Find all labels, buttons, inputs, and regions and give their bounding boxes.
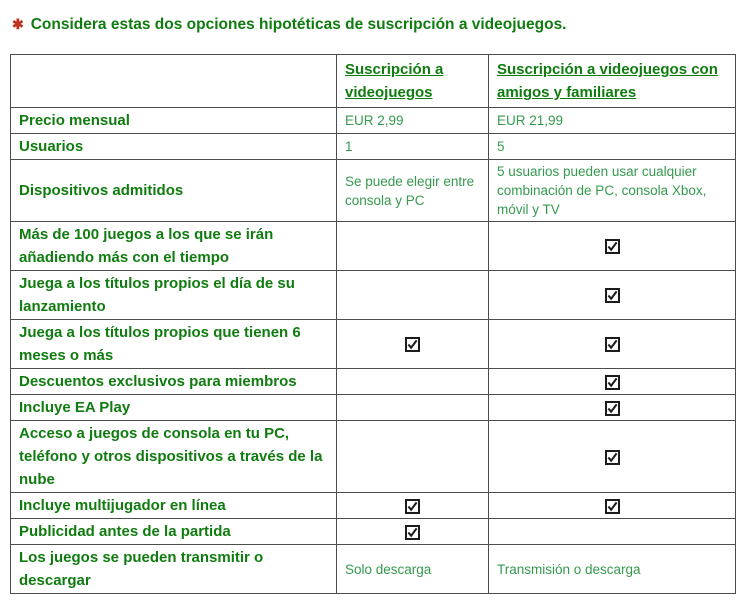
family-plan-cell	[489, 369, 736, 395]
basic-plan-cell	[337, 222, 489, 271]
basic-plan-cell	[337, 320, 489, 369]
feature-label: Juega a los títulos propios el día de su lanzamiento	[11, 271, 337, 320]
feature-label: Dispositivos admitidos	[11, 160, 337, 222]
checked-checkbox-icon	[405, 337, 420, 352]
question-title	[12, 13, 749, 36]
family-plan-cell: 5	[489, 134, 736, 160]
basic-plan-cell: Se puede elegir entre consola y PC	[337, 160, 489, 222]
checked-checkbox-icon	[605, 499, 620, 514]
family-plan-cell	[489, 421, 736, 493]
family-plan-cell	[489, 222, 736, 271]
table-row	[11, 134, 736, 160]
table-row	[11, 160, 736, 222]
table-row	[11, 369, 736, 395]
family-plan-cell	[489, 493, 736, 519]
feature-label: Precio mensual	[11, 108, 337, 134]
checked-checkbox-icon	[405, 525, 420, 540]
table-row	[11, 545, 736, 594]
subscription-comparison-table	[10, 54, 736, 594]
question-text: Considera estas dos opciones hipotéticas de suscripción a videojuegos.	[30, 16, 567, 33]
family-plan-cell: EUR 21,99	[489, 108, 736, 134]
family-plan-cell	[489, 271, 736, 320]
table-row	[11, 519, 736, 545]
table-row	[11, 108, 736, 134]
column-header-basic	[337, 55, 489, 108]
basic-plan-cell	[337, 421, 489, 493]
basic-plan-cell	[337, 519, 489, 545]
checked-checkbox-icon	[605, 450, 620, 465]
basic-plan-cell: 1	[337, 134, 489, 160]
table-row	[11, 421, 736, 493]
checked-checkbox-icon	[405, 499, 420, 514]
basic-plan-cell	[337, 271, 489, 320]
feature-label: Acceso a juegos de consola en tu PC, teléfono y otros dispositivos a través de la nube	[11, 421, 337, 493]
basic-plan-link[interactable]: Suscripción a videojuegos	[345, 61, 444, 101]
comparison-table-body	[11, 108, 736, 594]
table-row	[11, 395, 736, 421]
family-plan-link[interactable]: Suscripción a videojuegos con amigos y familiares	[497, 61, 718, 101]
family-plan-cell: Transmisión o descarga	[489, 545, 736, 594]
feature-label: Más de 100 juegos a los que se irán añadiendo más con el tiempo	[11, 222, 337, 271]
table-row	[11, 320, 736, 369]
family-plan-cell: 5 usuarios pueden usar cualquier combinación de PC, consola Xbox, móvil y TV	[489, 160, 736, 222]
feature-label: Descuentos exclusivos para miembros	[11, 369, 337, 395]
feature-label: Incluye EA Play	[11, 395, 337, 421]
feature-label: Publicidad antes de la partida	[11, 519, 337, 545]
required-asterisk-icon: ✱	[12, 16, 24, 32]
family-plan-cell	[489, 395, 736, 421]
basic-plan-cell	[337, 493, 489, 519]
family-plan-cell	[489, 519, 736, 545]
basic-plan-cell: Solo descarga	[337, 545, 489, 594]
basic-plan-cell	[337, 369, 489, 395]
feature-label: Incluye multijugador en línea	[11, 493, 337, 519]
family-plan-cell	[489, 320, 736, 369]
feature-label: Los juegos se pueden transmitir o descargar	[11, 545, 337, 594]
checked-checkbox-icon	[605, 375, 620, 390]
basic-plan-cell: EUR 2,99	[337, 108, 489, 134]
table-row	[11, 493, 736, 519]
checked-checkbox-icon	[605, 401, 620, 416]
table-row	[11, 271, 736, 320]
feature-label: Juega a los títulos propios que tienen 6 meses o más	[11, 320, 337, 369]
checked-checkbox-icon	[605, 288, 620, 303]
empty-header-cell	[11, 55, 337, 108]
table-header-row	[11, 55, 736, 108]
feature-label: Usuarios	[11, 134, 337, 160]
column-header-family	[489, 55, 736, 108]
checked-checkbox-icon	[605, 239, 620, 254]
checked-checkbox-icon	[605, 337, 620, 352]
table-row	[11, 222, 736, 271]
basic-plan-cell	[337, 395, 489, 421]
